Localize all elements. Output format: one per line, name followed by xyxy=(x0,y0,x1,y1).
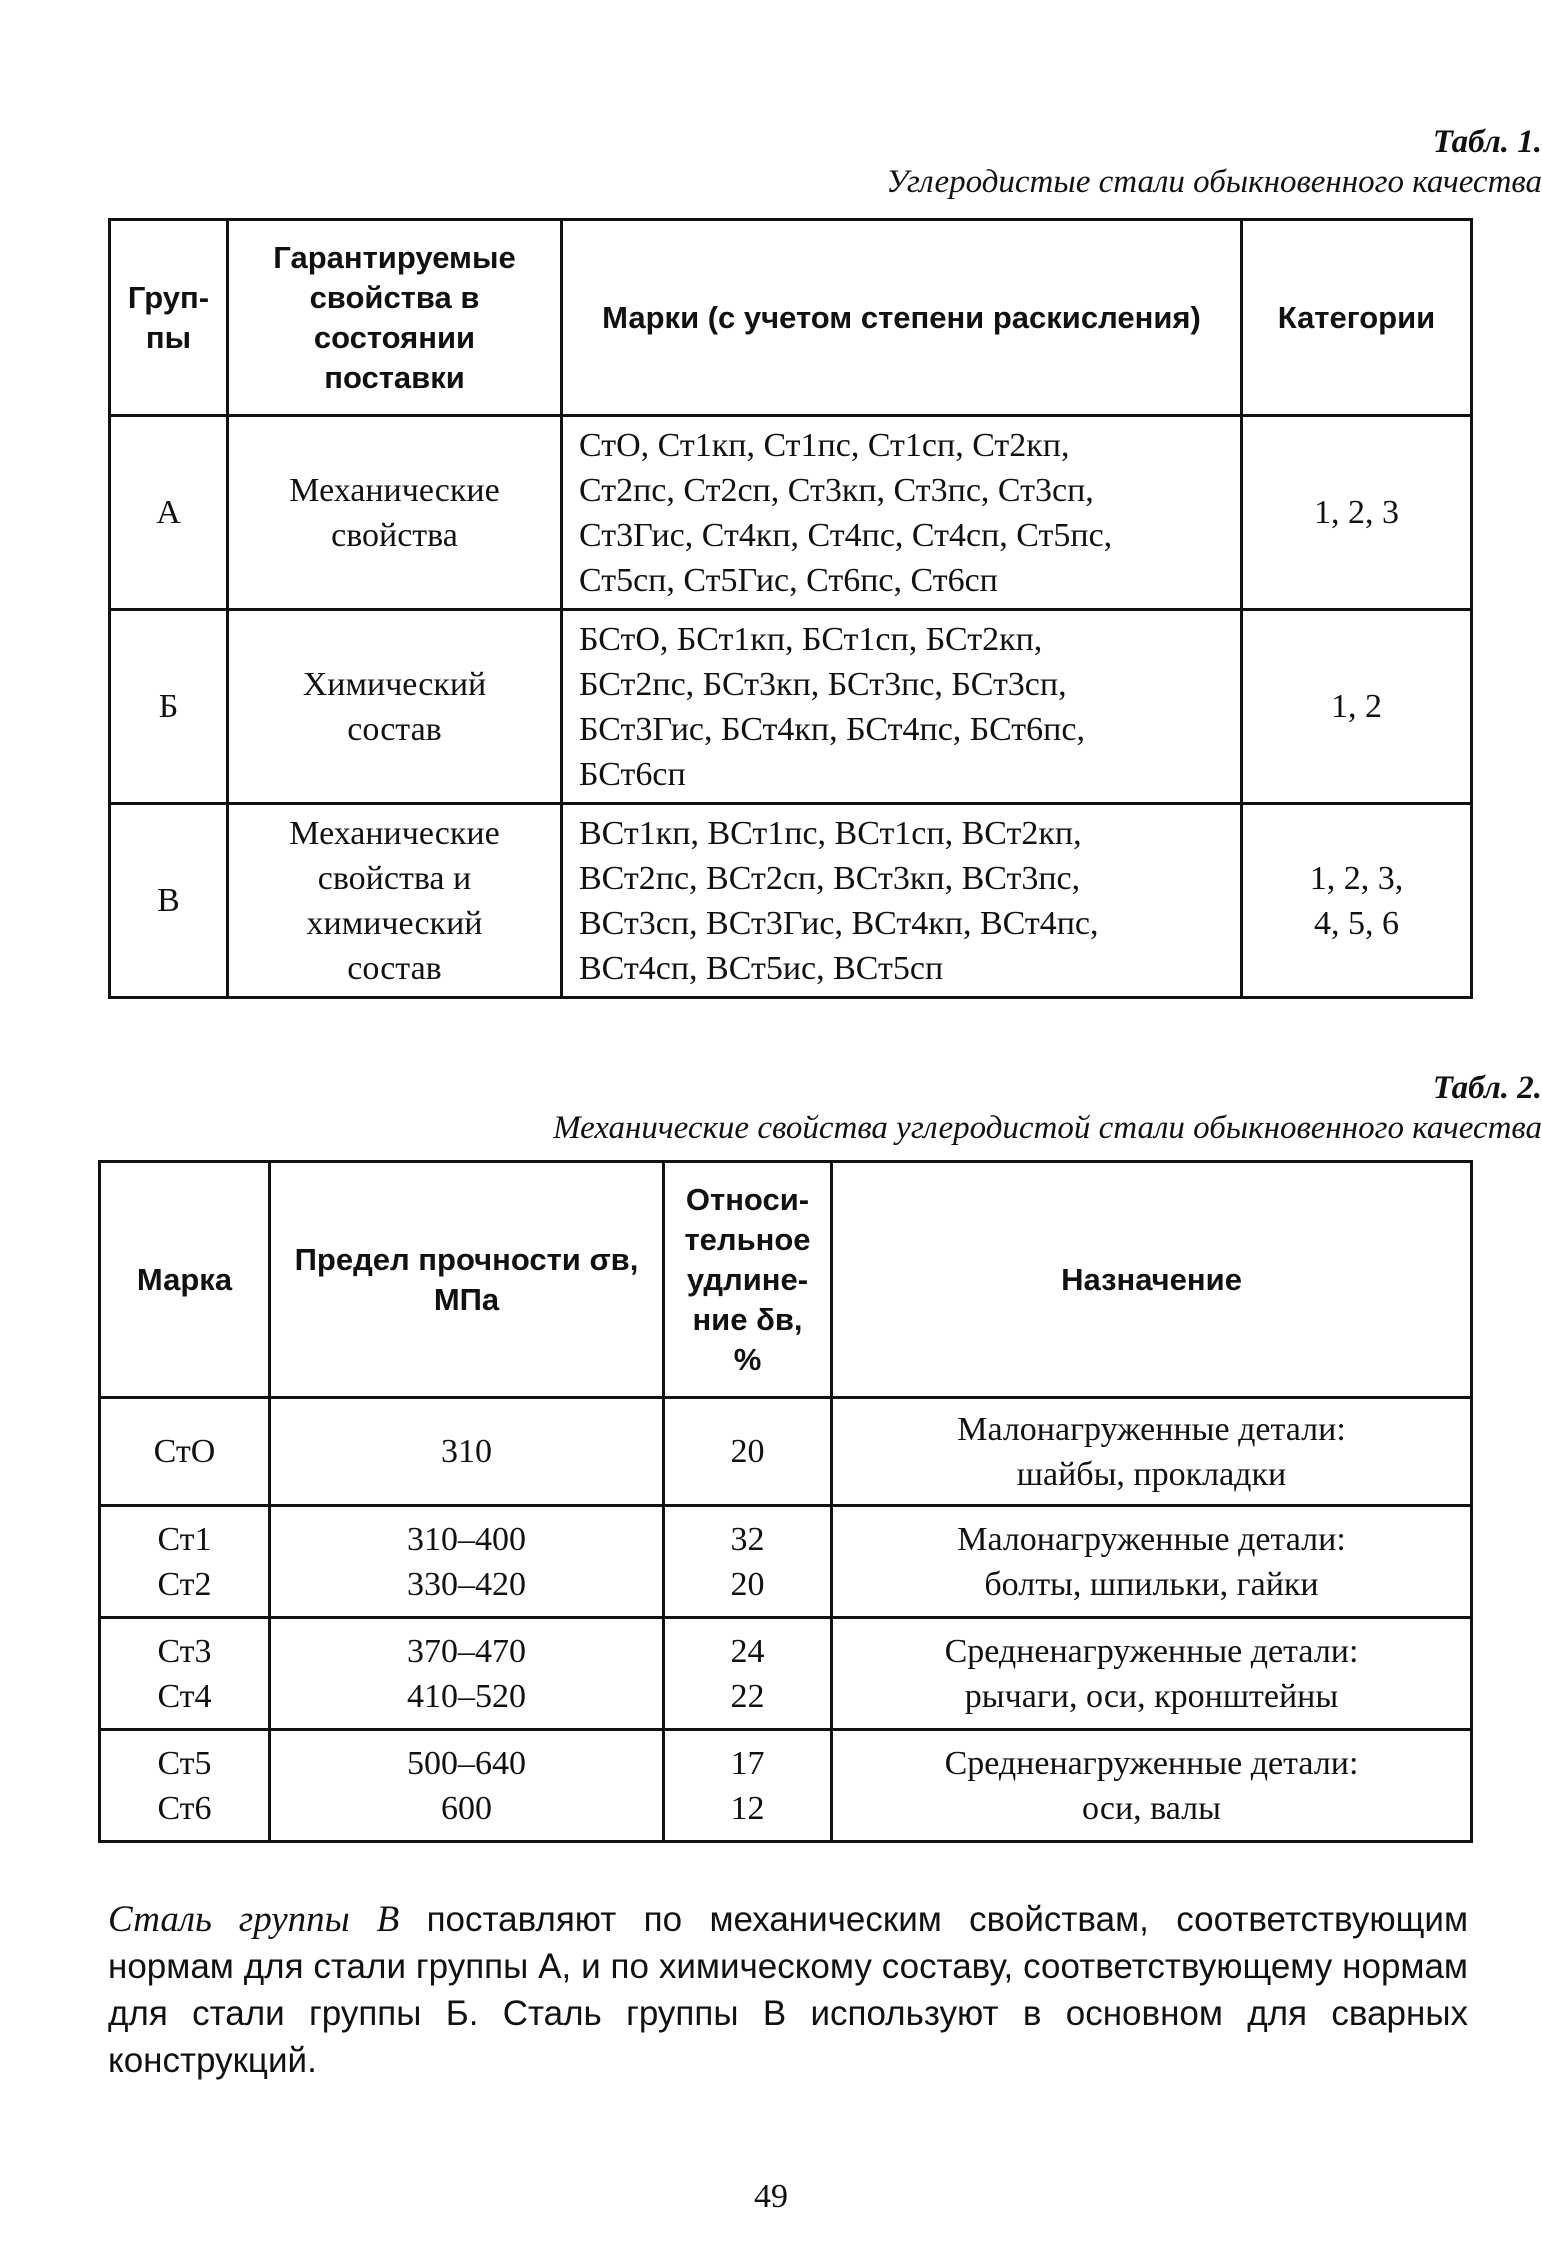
purpose-cell: Средненагруженные детали: рычаги, оси, кронштейны xyxy=(832,1618,1472,1730)
purpose-cell: Малонагруженные детали: болты, шпильки, гайки xyxy=(832,1506,1472,1618)
mark-cell: Ст3 Ст4 xyxy=(100,1618,270,1730)
table1-number: Табл. 1. xyxy=(1432,124,1542,160)
paragraph-lead: Сталь группы В xyxy=(108,1899,400,1940)
paragraph-text: поставляют по механическим свойствам, соответствующим нормам для стали группы А, и по химическому составу, соответствующему нормам для стали группы Б. Сталь группы В используют в основном для сварных конструкций. xyxy=(108,1900,1469,2080)
group-cell: А xyxy=(110,416,228,610)
marks-cell: СтО, Ст1кп, Ст1пс, Ст1сп, Ст2кп, Ст2пс, Ст2сп, Ст3кп, Ст3пс, Ст3сп, Ст3Гис, Ст4кп, Ст4пс, Ст4сп, Ст5пс, Ст5сп, Ст5Гис, Ст6пс, Ст6сп xyxy=(562,416,1242,610)
purpose-cell: Средненагруженные детали: оси, валы xyxy=(832,1730,1472,1842)
table-row xyxy=(110,804,1472,998)
table1-caption xyxy=(72,122,1542,202)
table2-number: Табл. 2. xyxy=(1432,1070,1542,1106)
table1-header-category: Категории xyxy=(1242,220,1472,416)
table2-header-elongation: Относи- тельное удлине- ние δв, % xyxy=(664,1162,832,1398)
props-cell: Механические свойства xyxy=(228,416,562,610)
purpose-cell: Малонагруженные детали: шайбы, прокладки xyxy=(832,1398,1472,1506)
table2-header-strength: Предел прочности σв, МПа xyxy=(270,1162,664,1398)
table2-caption xyxy=(82,1068,1542,1148)
props-cell: Химический состав xyxy=(228,610,562,804)
table1 xyxy=(108,218,1473,999)
mark-cell: СтО xyxy=(100,1398,270,1506)
table-row xyxy=(110,610,1472,804)
elongation-cell: 24 22 xyxy=(664,1618,832,1730)
table1-header-group: Груп- пы xyxy=(110,220,228,416)
table2-header-mark: Марка xyxy=(100,1162,270,1398)
elongation-cell: 17 12 xyxy=(664,1730,832,1842)
table1-header-marks: Марки (с учетом степени раскисления) xyxy=(562,220,1242,416)
table-row xyxy=(100,1618,1472,1730)
table2-title: Механические свойства углеродистой стали обыкновенного качества xyxy=(553,1110,1542,1146)
page-number: 49 xyxy=(754,2178,788,2215)
table1-header-row xyxy=(110,220,1472,416)
table1-title: Углеродистые стали обыкновенного качества xyxy=(886,164,1542,200)
body-paragraph xyxy=(108,1896,1468,2084)
table-row xyxy=(110,416,1472,610)
table1-header-props: Гарантируемые свойства в состоянии поставки xyxy=(228,220,562,416)
category-cell: 1, 2, 3 xyxy=(1242,416,1472,610)
table-row xyxy=(100,1730,1472,1842)
table2-header-purpose: Назначение xyxy=(832,1162,1472,1398)
category-cell: 1, 2, 3, 4, 5, 6 xyxy=(1242,804,1472,998)
marks-cell: БСтО, БСт1кп, БСт1сп, БСт2кп, БСт2пс, БСт3кп, БСт3пс, БСт3сп, БСт3Гис, БСт4кп, БСт4пс, БСт6пс, БСт6сп xyxy=(562,610,1242,804)
group-cell: Б xyxy=(110,610,228,804)
mark-cell: Ст1 Ст2 xyxy=(100,1506,270,1618)
strength-cell: 370–470 410–520 xyxy=(270,1618,664,1730)
elongation-cell: 32 20 xyxy=(664,1506,832,1618)
table2 xyxy=(98,1160,1473,1843)
strength-cell: 500–640 600 xyxy=(270,1730,664,1842)
table-row xyxy=(100,1506,1472,1618)
table-row xyxy=(100,1398,1472,1506)
elongation-cell: 20 xyxy=(664,1398,832,1506)
category-cell: 1, 2 xyxy=(1242,610,1472,804)
props-cell: Механические свойства и химический состав xyxy=(228,804,562,998)
table2-header-row xyxy=(100,1162,1472,1398)
strength-cell: 310–400 330–420 xyxy=(270,1506,664,1618)
marks-cell: ВСт1кп, ВСт1пс, ВСт1сп, ВСт2кп, ВСт2пс, ВСт2сп, ВСт3кп, ВСт3пс, ВСт3сп, ВСт3Гис, ВСт4кп, ВСт4пс, ВСт4сп, ВСт5ис, ВСт5сп xyxy=(562,804,1242,998)
strength-cell: 310 xyxy=(270,1398,664,1506)
mark-cell: Ст5 Ст6 xyxy=(100,1730,270,1842)
group-cell: В xyxy=(110,804,228,998)
